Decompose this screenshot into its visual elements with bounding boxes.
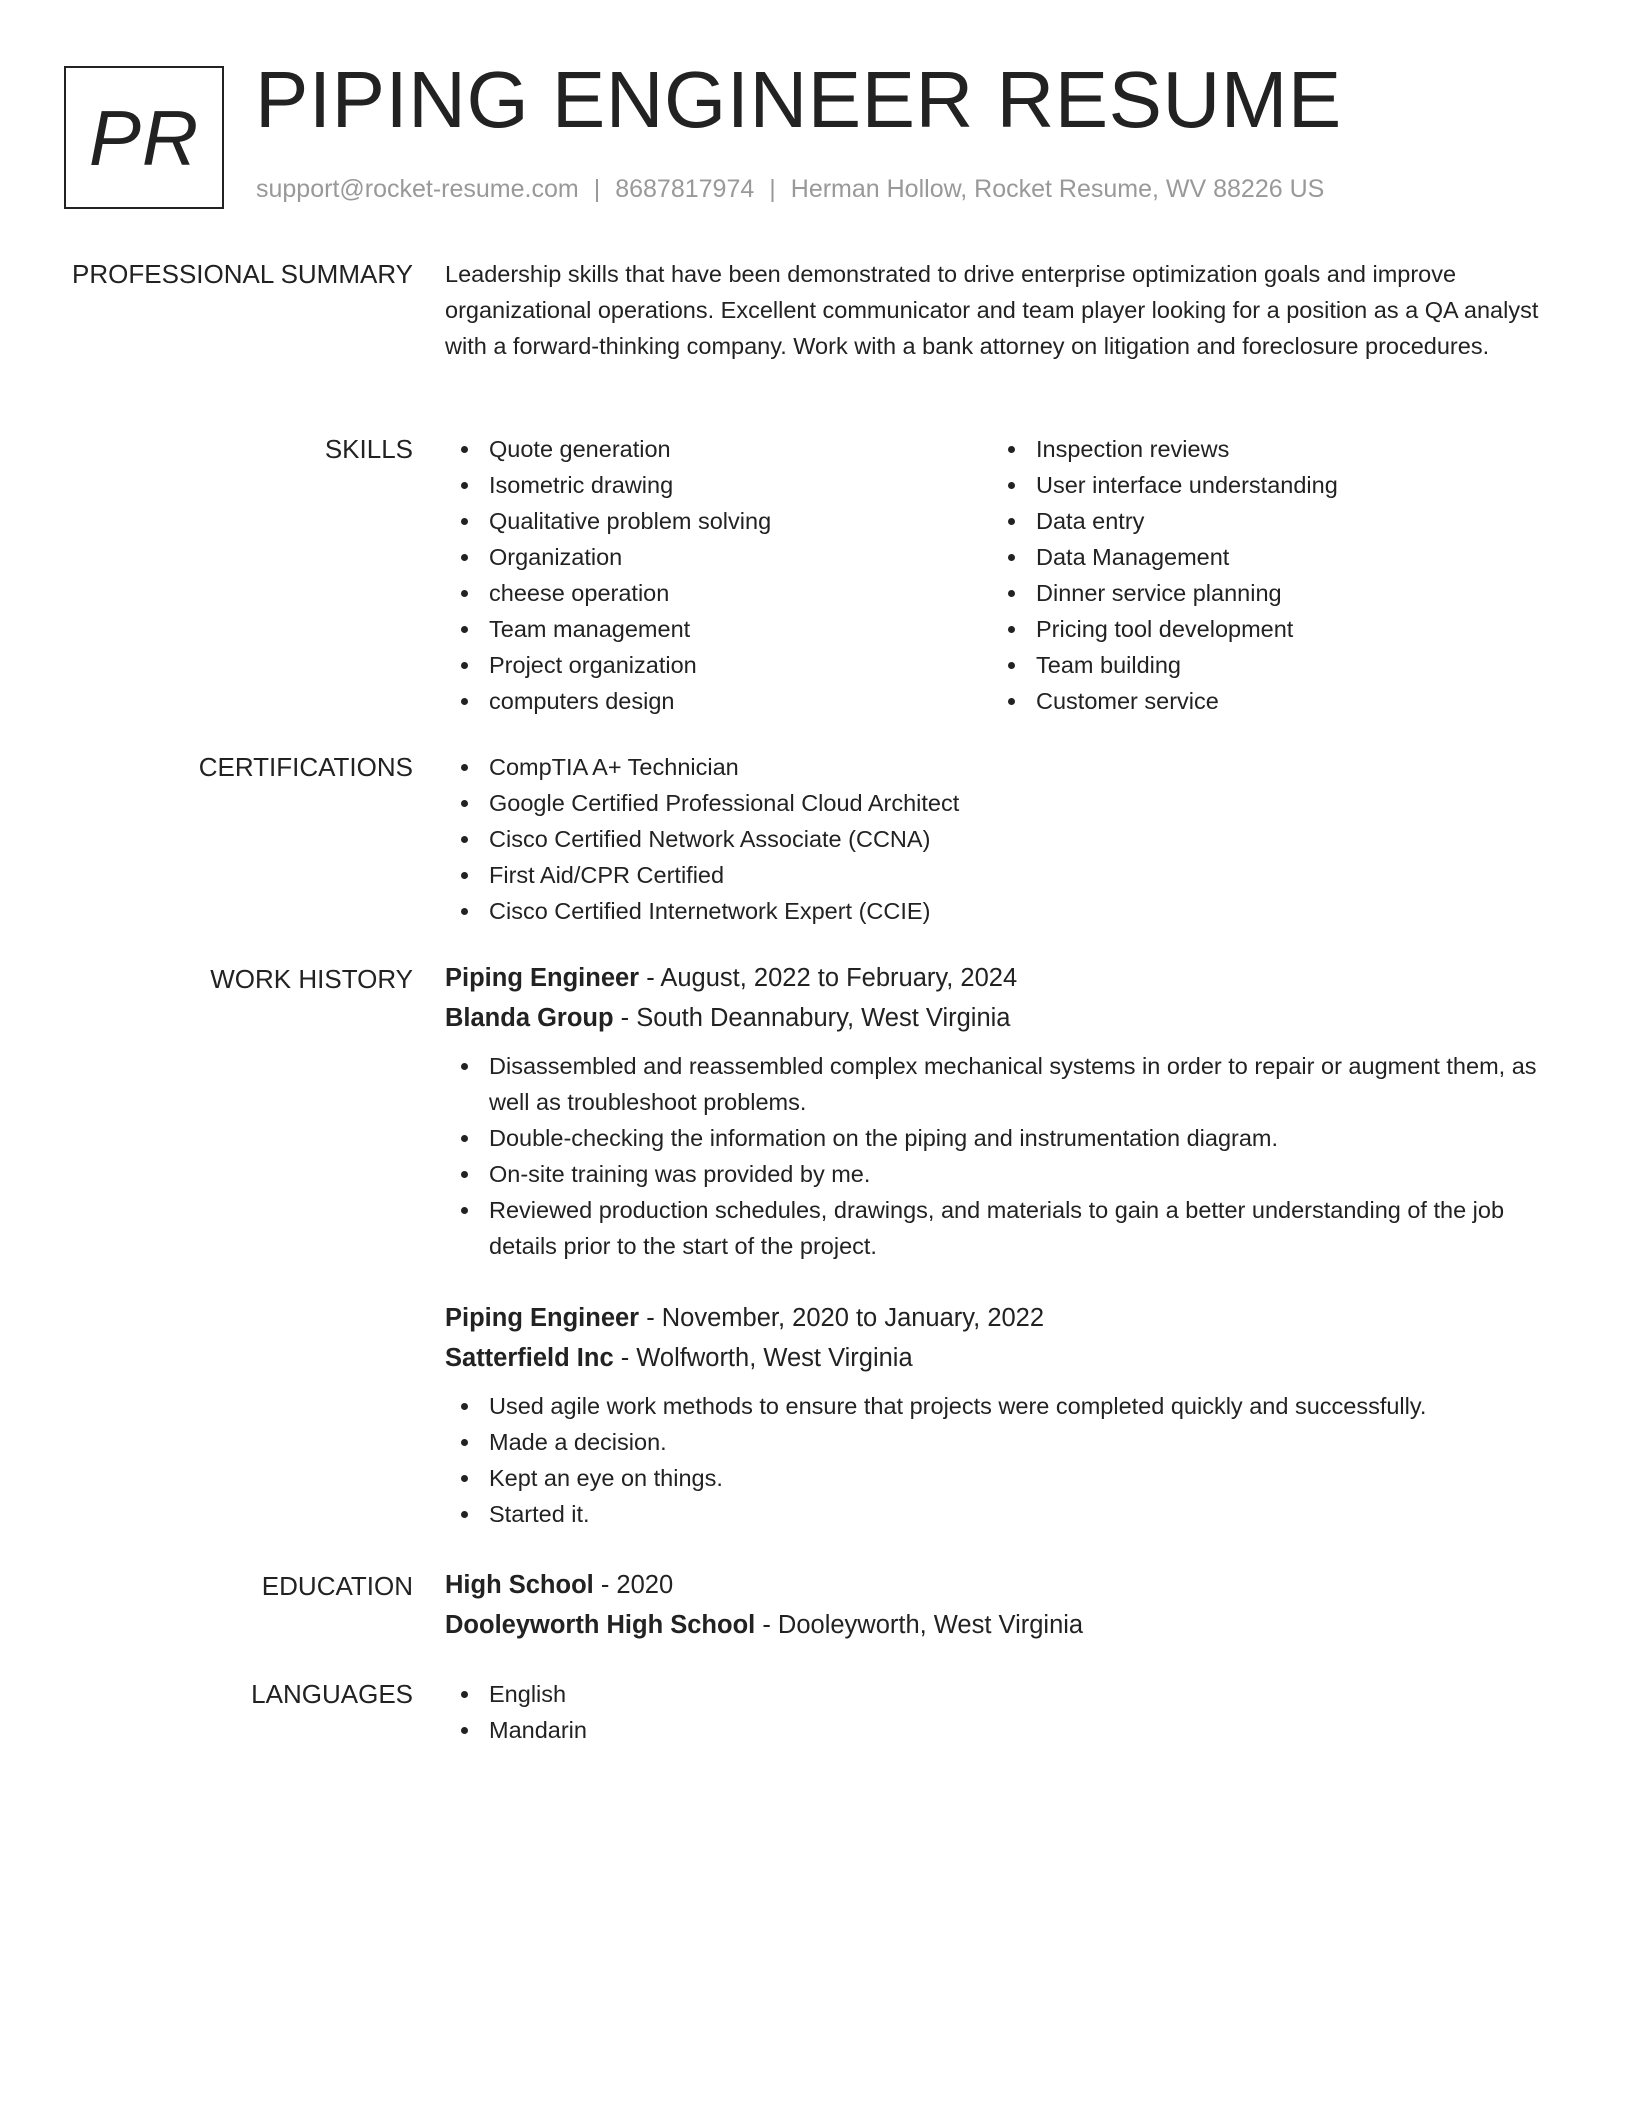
work-history-label: WORK HISTORY — [210, 964, 413, 994]
job-bullets — [445, 1048, 1565, 1264]
job-bullets — [445, 1388, 1565, 1532]
contact-separator: | — [769, 175, 776, 203]
skill-item: Data entry — [992, 503, 1539, 539]
certification-item: Cisco Certified Internetwork Expert (CCIE) — [445, 893, 1565, 929]
education-school-line — [445, 1605, 1565, 1645]
skill-item: Customer service — [992, 683, 1539, 719]
skill-item: User interface understanding — [992, 467, 1539, 503]
summary-label: PROFESSIONAL SUMMARY — [72, 259, 413, 289]
job-company: Blanda Group — [445, 1004, 614, 1032]
education-label: EDUCATION — [261, 1571, 413, 1601]
job-title: Piping Engineer — [445, 1304, 640, 1332]
skill-item: computers design — [445, 683, 992, 719]
job-title-line — [445, 1298, 1565, 1338]
skills-label: SKILLS — [324, 434, 413, 464]
job-location: - South Deannabury, West Virginia — [613, 1004, 1011, 1032]
education-degree: High School — [445, 1571, 594, 1599]
job-bullet: Disassembled and reassembled complex mechanical systems in order to repair or augment them, as well as troubleshoot problems. — [445, 1048, 1565, 1120]
contact-phone[interactable]: 8687817974 — [615, 175, 755, 203]
skills-list-left — [445, 431, 992, 719]
job-bullet: Used agile work methods to ensure that projects were completed quickly and successfully. — [445, 1388, 1565, 1424]
job-bullet: Reviewed production schedules, drawings, and materials to gain a better understanding of the job details prior to the start of the project. — [445, 1192, 1565, 1264]
skill-item: Organization — [445, 539, 992, 575]
skill-item: Team building — [992, 647, 1539, 683]
monogram-initials: PR — [88, 93, 200, 182]
education-location: - Dooleyworth, West Virginia — [755, 1611, 1084, 1639]
certification-item: CompTIA A+ Technician — [445, 749, 1565, 785]
job-bullet: Kept an eye on things. — [445, 1460, 1565, 1496]
skills-content — [445, 431, 1565, 719]
job-title-line — [445, 958, 1565, 998]
job-location: - Wolfworth, West Virginia — [613, 1344, 913, 1372]
education-year: - 2020 — [593, 1571, 674, 1599]
job-title: Piping Engineer — [445, 964, 640, 992]
certifications-list — [445, 749, 1565, 929]
skill-item: Isometric drawing — [445, 467, 992, 503]
contact-line — [256, 175, 1324, 204]
skill-item: Qualitative problem solving — [445, 503, 992, 539]
language-item: English — [445, 1676, 1565, 1712]
skill-item: Inspection reviews — [992, 431, 1539, 467]
job-bullet: On-site training was provided by me. — [445, 1156, 1565, 1192]
job-dates: - August, 2022 to February, 2024 — [639, 964, 1018, 992]
education-degree-line — [445, 1565, 1565, 1605]
education-school: Dooleyworth High School — [445, 1611, 756, 1639]
contact-separator: | — [593, 175, 601, 203]
job-dates: - November, 2020 to January, 2022 — [639, 1304, 1045, 1332]
job-bullet: Double-checking the information on the piping and instrumentation diagram. — [445, 1120, 1565, 1156]
education-content — [445, 1565, 1565, 1645]
job-company-line — [445, 1338, 1565, 1378]
skill-item: Project organization — [445, 647, 992, 683]
job-company: Satterfield Inc — [445, 1344, 614, 1372]
job-entry — [445, 1298, 1565, 1532]
skill-item: Pricing tool development — [992, 611, 1539, 647]
skill-item: Data Management — [992, 539, 1539, 575]
certification-item: Google Certified Professional Cloud Architect — [445, 785, 1565, 821]
certification-item: First Aid/CPR Certified — [445, 857, 1565, 893]
skill-item: Dinner service planning — [992, 575, 1539, 611]
languages-content — [445, 1676, 1565, 1748]
job-entry — [445, 958, 1565, 1264]
contact-address: Herman Hollow, Rocket Resume, WV 88226 US — [790, 175, 1325, 203]
skill-item: Quote generation — [445, 431, 992, 467]
skill-item: Team management — [445, 611, 992, 647]
languages-label: LANGUAGES — [251, 1679, 413, 1709]
skills-list-right — [992, 431, 1539, 719]
page-title: PIPING ENGINEER RESUME — [255, 55, 1342, 144]
certification-item: Cisco Certified Network Associate (CCNA) — [445, 821, 1565, 857]
monogram-box — [64, 66, 224, 209]
job-bullet: Made a decision. — [445, 1424, 1565, 1460]
summary-text: Leadership skills that have been demonstrated to drive enterprise optimization goals and improve organizational operations. Excellent communicator and team player looking for a position as a QA analyst with a forward-thinking company. Work with a bank attorney on litigation and foreclosure procedures. — [445, 261, 1539, 359]
language-item: Mandarin — [445, 1712, 1565, 1748]
contact-email[interactable]: support@rocket-resume.com — [256, 175, 579, 203]
languages-list — [445, 1676, 1565, 1748]
job-bullet: Started it. — [445, 1496, 1565, 1532]
certifications-content — [445, 749, 1565, 929]
skill-item: cheese operation — [445, 575, 992, 611]
certifications-label: CERTIFICATIONS — [198, 752, 413, 782]
job-company-line — [445, 998, 1565, 1038]
